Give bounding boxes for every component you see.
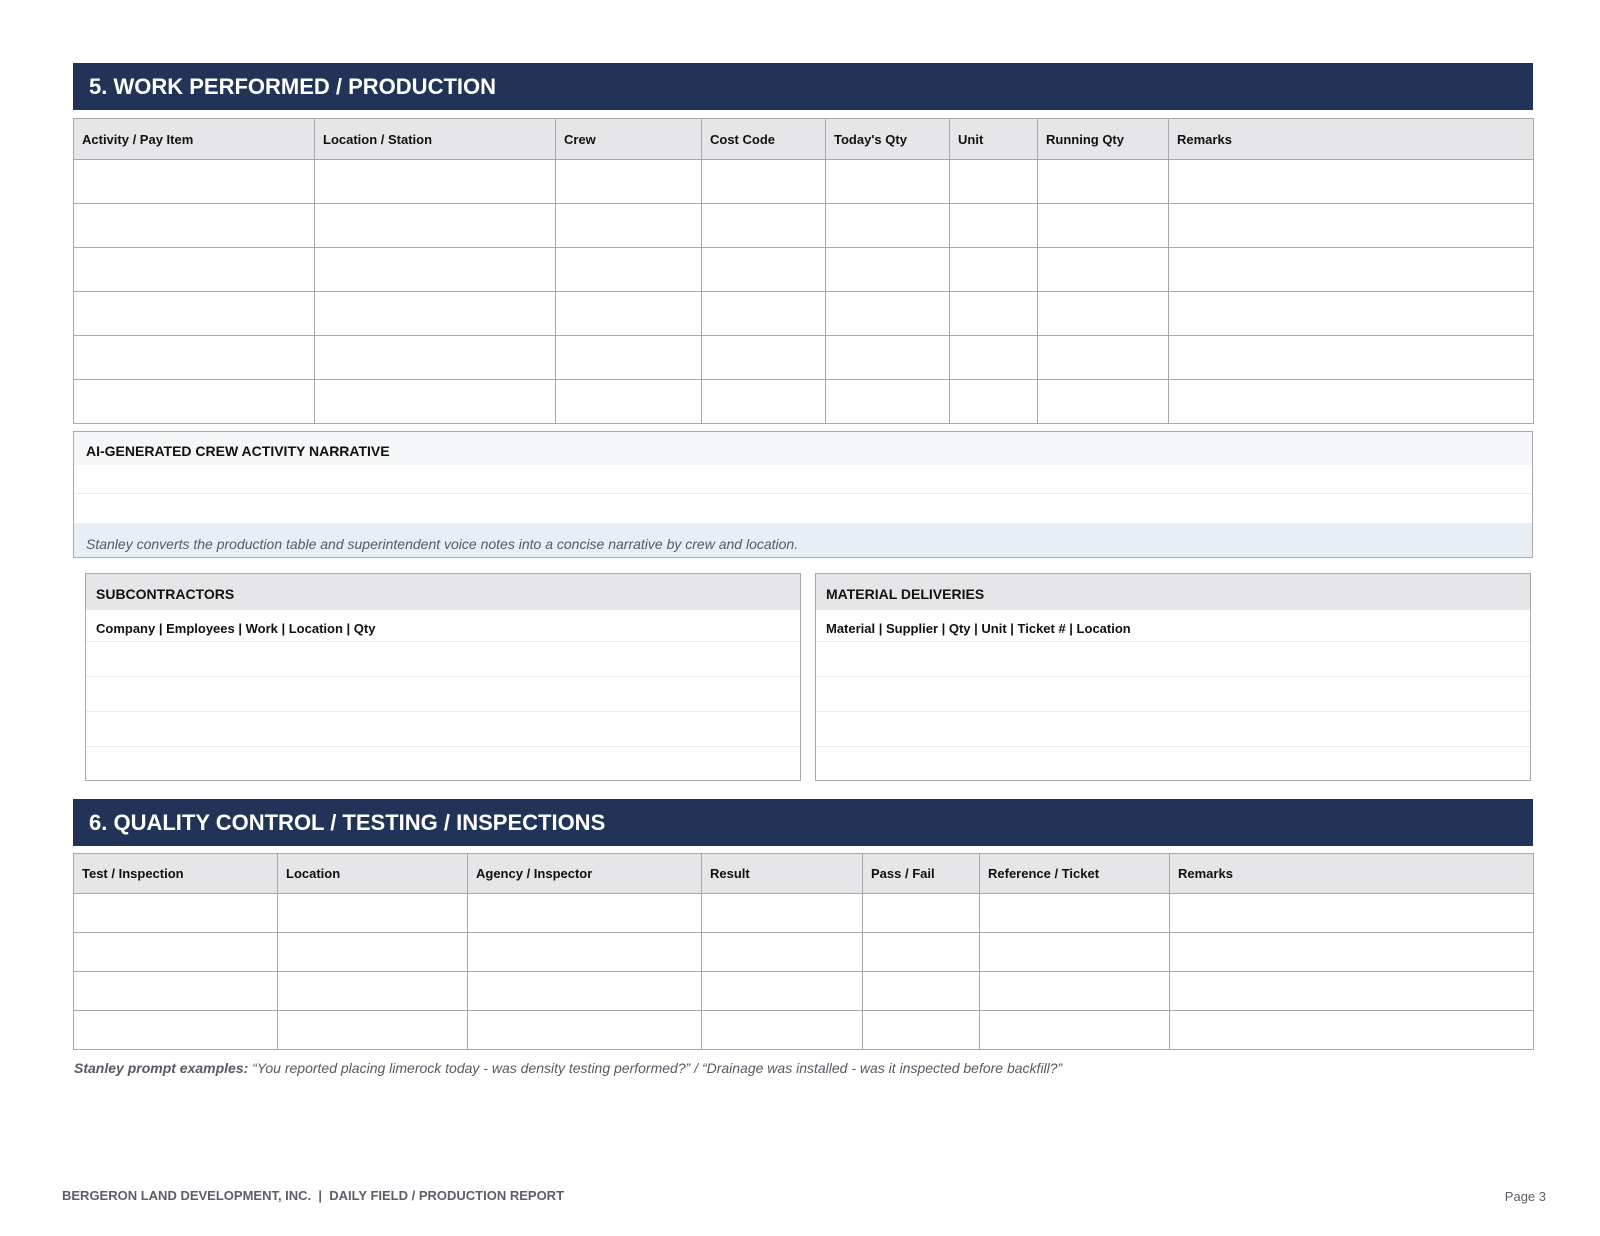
qc-row bbox=[74, 933, 1534, 972]
col-result: Result bbox=[702, 854, 863, 894]
table-cell[interactable] bbox=[468, 972, 702, 1011]
table-cell[interactable] bbox=[702, 248, 826, 292]
production-table bbox=[73, 118, 1534, 424]
table-cell[interactable] bbox=[468, 1011, 702, 1050]
subcontractor-line[interactable] bbox=[86, 642, 800, 677]
table-cell[interactable] bbox=[702, 380, 826, 424]
table-cell[interactable] bbox=[1169, 336, 1534, 380]
table-cell[interactable] bbox=[1169, 292, 1534, 336]
delivery-line[interactable] bbox=[816, 677, 1530, 712]
col-activity: Activity / Pay Item bbox=[74, 119, 315, 160]
table-cell[interactable] bbox=[315, 204, 556, 248]
deliveries-box bbox=[815, 573, 1531, 781]
delivery-line[interactable] bbox=[816, 642, 1530, 677]
table-cell[interactable] bbox=[556, 248, 702, 292]
section-6-title: 6. QUALITY CONTROL / TESTING / INSPECTIONS bbox=[73, 799, 1533, 846]
table-cell[interactable] bbox=[1169, 380, 1534, 424]
qc-table bbox=[73, 853, 1534, 1050]
col-crew: Crew bbox=[556, 119, 702, 160]
table-cell[interactable] bbox=[950, 380, 1038, 424]
subcontractors-columns: Company | Employees | Work | Location | Qty bbox=[86, 610, 800, 642]
stanley-prompt-examples bbox=[74, 1060, 1062, 1076]
subcontractor-line[interactable] bbox=[86, 747, 800, 782]
table-cell[interactable] bbox=[702, 894, 863, 933]
qc-row bbox=[74, 1011, 1534, 1050]
table-cell[interactable] bbox=[980, 1011, 1170, 1050]
col-remarks: Remarks bbox=[1169, 119, 1534, 160]
table-cell[interactable] bbox=[702, 292, 826, 336]
subcontractors-box bbox=[85, 573, 801, 781]
table-cell[interactable] bbox=[556, 380, 702, 424]
deliveries-title: MATERIAL DELIVERIES bbox=[816, 574, 1530, 610]
production-row bbox=[74, 292, 1534, 336]
qc-row bbox=[74, 972, 1534, 1011]
table-cell[interactable] bbox=[1038, 292, 1169, 336]
table-cell[interactable] bbox=[950, 160, 1038, 204]
table-cell[interactable] bbox=[702, 160, 826, 204]
table-cell[interactable] bbox=[315, 292, 556, 336]
table-cell[interactable] bbox=[1038, 380, 1169, 424]
table-cell[interactable] bbox=[74, 160, 315, 204]
table-cell[interactable] bbox=[315, 160, 556, 204]
table-cell[interactable] bbox=[1169, 248, 1534, 292]
table-cell[interactable] bbox=[702, 1011, 863, 1050]
production-row bbox=[74, 204, 1534, 248]
col-unit: Unit bbox=[950, 119, 1038, 160]
table-cell[interactable] bbox=[980, 894, 1170, 933]
col-location: Location / Station bbox=[315, 119, 556, 160]
table-cell[interactable] bbox=[826, 292, 950, 336]
table-cell[interactable] bbox=[278, 933, 468, 972]
table-cell[interactable] bbox=[826, 160, 950, 204]
table-cell[interactable] bbox=[74, 933, 278, 972]
col-qc-location: Location bbox=[278, 854, 468, 894]
col-reference: Reference / Ticket bbox=[980, 854, 1170, 894]
table-cell[interactable] bbox=[74, 1011, 278, 1050]
table-cell[interactable] bbox=[74, 894, 278, 933]
table-cell[interactable] bbox=[1169, 160, 1534, 204]
col-qc-remarks: Remarks bbox=[1170, 854, 1534, 894]
col-todays-qty: Today's Qty bbox=[826, 119, 950, 160]
table-cell[interactable] bbox=[556, 336, 702, 380]
qc-row bbox=[74, 894, 1534, 933]
subcontractor-line[interactable] bbox=[86, 712, 800, 747]
table-cell[interactable] bbox=[1170, 933, 1534, 972]
qc-header-row bbox=[74, 854, 1534, 894]
narrative-title: AI-GENERATED CREW ACTIVITY NARRATIVE bbox=[74, 432, 1532, 465]
subcontractor-line[interactable] bbox=[86, 677, 800, 712]
col-running-qty: Running Qty bbox=[1038, 119, 1169, 160]
table-cell[interactable] bbox=[1038, 336, 1169, 380]
table-cell[interactable] bbox=[980, 933, 1170, 972]
table-cell[interactable] bbox=[468, 894, 702, 933]
table-cell[interactable] bbox=[278, 894, 468, 933]
table-cell[interactable] bbox=[950, 248, 1038, 292]
table-cell[interactable] bbox=[826, 336, 950, 380]
page-number: Page 3 bbox=[1504, 1189, 1546, 1204]
production-row bbox=[74, 160, 1534, 204]
table-cell[interactable] bbox=[315, 248, 556, 292]
table-cell[interactable] bbox=[74, 380, 315, 424]
table-cell[interactable] bbox=[980, 972, 1170, 1011]
col-cost-code: Cost Code bbox=[702, 119, 826, 160]
production-row bbox=[74, 380, 1534, 424]
table-cell[interactable] bbox=[950, 204, 1038, 248]
table-cell[interactable] bbox=[468, 933, 702, 972]
table-cell[interactable] bbox=[74, 292, 315, 336]
table-cell[interactable] bbox=[556, 204, 702, 248]
table-cell[interactable] bbox=[74, 972, 278, 1011]
col-pass-fail: Pass / Fail bbox=[863, 854, 980, 894]
table-cell[interactable] bbox=[1170, 972, 1534, 1011]
section-5-title: 5. WORK PERFORMED / PRODUCTION bbox=[73, 63, 1533, 110]
table-cell[interactable] bbox=[863, 1011, 980, 1050]
table-cell[interactable] bbox=[1169, 204, 1534, 248]
production-row bbox=[74, 248, 1534, 292]
narrative-note: Stanley converts the production table and superintendent voice notes into a concise narrative by crew and location. bbox=[74, 523, 1532, 557]
delivery-line[interactable] bbox=[816, 712, 1530, 747]
table-cell[interactable] bbox=[315, 380, 556, 424]
table-cell[interactable] bbox=[1170, 1011, 1534, 1050]
table-cell[interactable] bbox=[826, 204, 950, 248]
production-header-row bbox=[74, 119, 1534, 160]
table-cell[interactable] bbox=[74, 336, 315, 380]
prompt-label: Stanley prompt examples: bbox=[74, 1060, 249, 1076]
table-cell[interactable] bbox=[702, 204, 826, 248]
col-agency: Agency / Inspector bbox=[468, 854, 702, 894]
table-cell[interactable] bbox=[826, 380, 950, 424]
table-cell[interactable] bbox=[278, 972, 468, 1011]
production-row bbox=[74, 336, 1534, 380]
table-cell[interactable] bbox=[1038, 248, 1169, 292]
table-cell[interactable] bbox=[278, 1011, 468, 1050]
table-cell[interactable] bbox=[863, 894, 980, 933]
table-cell[interactable] bbox=[556, 160, 702, 204]
footer-company: BERGERON LAND DEVELOPMENT, INC. | DAILY FIELD / PRODUCTION REPORT bbox=[62, 1188, 565, 1203]
table-cell[interactable] bbox=[863, 972, 980, 1011]
table-cell[interactable] bbox=[74, 248, 315, 292]
table-cell[interactable] bbox=[315, 336, 556, 380]
subcontractors-title: SUBCONTRACTORS bbox=[86, 574, 800, 610]
delivery-line[interactable] bbox=[816, 747, 1530, 782]
table-cell[interactable] bbox=[702, 336, 826, 380]
deliveries-columns: Material | Supplier | Qty | Unit | Ticket # | Location bbox=[816, 610, 1530, 642]
table-cell[interactable] bbox=[1038, 160, 1169, 204]
table-cell[interactable] bbox=[74, 204, 315, 248]
narrative-line[interactable] bbox=[74, 494, 1532, 523]
table-cell[interactable] bbox=[556, 292, 702, 336]
table-cell[interactable] bbox=[702, 933, 863, 972]
table-cell[interactable] bbox=[1170, 894, 1534, 933]
col-test: Test / Inspection bbox=[74, 854, 278, 894]
table-cell[interactable] bbox=[950, 292, 1038, 336]
table-cell[interactable] bbox=[863, 933, 980, 972]
table-cell[interactable] bbox=[826, 248, 950, 292]
prompt-text: “You reported placing limerock today - was density testing performed?” / “Drainage was installed - was it inspected before backfill?” bbox=[252, 1060, 1063, 1076]
narrative-line[interactable] bbox=[74, 465, 1532, 494]
narrative-box bbox=[73, 431, 1533, 558]
table-cell[interactable] bbox=[950, 336, 1038, 380]
table-cell[interactable] bbox=[1038, 204, 1169, 248]
table-cell[interactable] bbox=[702, 972, 863, 1011]
